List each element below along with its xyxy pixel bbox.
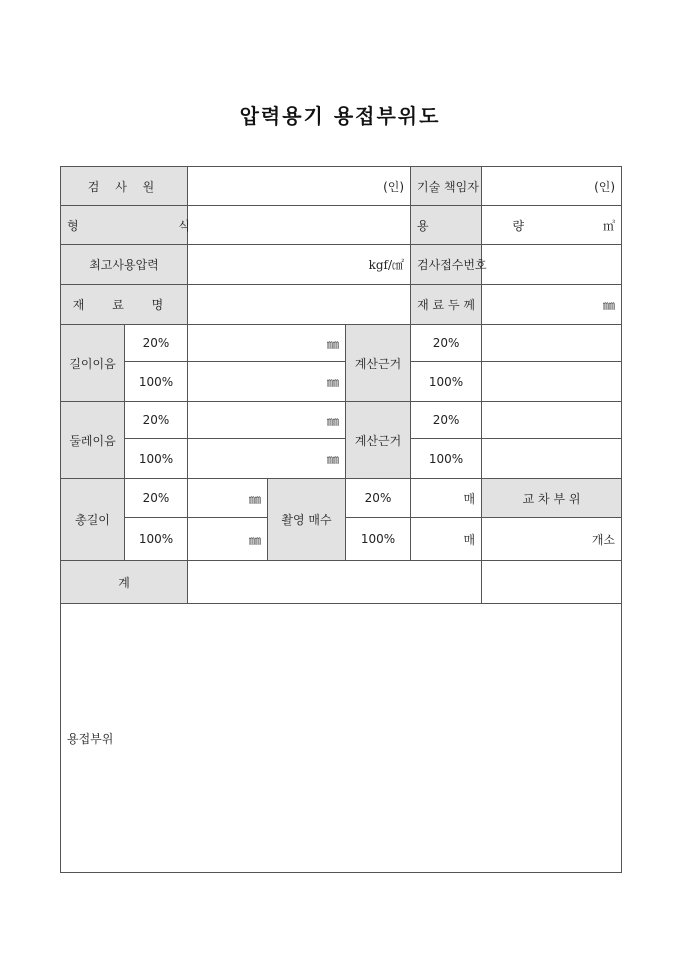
max-pressure-label: 최고사용압력: [61, 245, 188, 285]
long-joint-label: 길이이음: [61, 325, 125, 402]
row-inspector: [61, 167, 622, 206]
shots-20-field[interactable]: [411, 479, 482, 518]
row-material: [61, 285, 622, 325]
inspector-label: 검 사 원: [61, 167, 188, 206]
capacity-unit: ㎥: [603, 218, 616, 233]
row-long-joint-100: [61, 362, 622, 402]
shots-100-unit: 매: [463, 532, 476, 547]
row-circ-joint-100: [61, 439, 622, 479]
thickness-unit: ㎜: [603, 298, 616, 312]
material-field[interactable]: [188, 285, 411, 325]
circ-joint-100-field[interactable]: [188, 439, 346, 479]
circ-joint-calc-p100: 100%: [411, 439, 482, 479]
long-joint-calc-p20: 20%: [411, 325, 482, 362]
long-joint-100-field[interactable]: [188, 362, 346, 402]
circ-joint-calc-label: 계산근거: [346, 402, 411, 479]
circ-joint-calc-100-field[interactable]: [482, 439, 622, 479]
max-pressure-unit: kgf/㎠: [368, 258, 405, 272]
receipt-no-field[interactable]: [482, 245, 622, 285]
total-length-20-field[interactable]: [188, 479, 268, 518]
inspector-field[interactable]: [188, 167, 411, 206]
long-joint-calc-label: 계산근거: [346, 325, 411, 402]
row-total-length-20: [61, 479, 622, 518]
welding-area-field[interactable]: [61, 604, 622, 873]
shots-20-unit: 매: [463, 491, 476, 506]
thickness-label: 재 료 두 께: [411, 285, 482, 325]
capacity-label: 용 량: [411, 206, 482, 245]
total-length-100-unit: ㎜: [248, 532, 261, 547]
long-joint-calc-20-field[interactable]: [482, 325, 622, 362]
long-joint-20-field[interactable]: [188, 325, 346, 362]
receipt-no-label: 검사접수번호: [411, 245, 482, 285]
shots-p100: 100%: [346, 518, 411, 561]
cross-section-unit: 개소: [591, 532, 616, 547]
cross-section-field[interactable]: [482, 518, 622, 561]
total-length-label: 총길이: [61, 479, 125, 561]
circ-joint-label: 둘레이음: [61, 402, 125, 479]
thickness-field[interactable]: [482, 285, 622, 325]
long-joint-calc-100-field[interactable]: [482, 362, 622, 402]
circ-joint-p20: 20%: [125, 402, 188, 439]
row-sum: [61, 561, 622, 604]
total-length-100-field[interactable]: [188, 518, 268, 561]
long-joint-p100: 100%: [125, 362, 188, 402]
document-title: 압력용기 용접부위도: [239, 104, 441, 128]
tech-manager-seal: (인): [594, 179, 616, 194]
long-joint-p20: 20%: [125, 325, 188, 362]
circ-joint-20-field[interactable]: [188, 402, 346, 439]
total-length-20-unit: ㎜: [248, 491, 261, 506]
row-long-joint-20: [61, 325, 622, 362]
circ-joint-100-unit: ㎜: [326, 452, 339, 466]
total-length-p20: 20%: [125, 479, 188, 518]
circ-joint-20-unit: ㎜: [326, 413, 339, 428]
row-type: [61, 206, 622, 245]
inspection-form-table: [60, 166, 622, 873]
circ-joint-calc-p20: 20%: [411, 402, 482, 439]
shots-100-field[interactable]: [411, 518, 482, 561]
sum-label: 계: [61, 561, 188, 604]
total-length-p100: 100%: [125, 518, 188, 561]
welding-area-label: 용접부위: [67, 731, 114, 746]
row-circ-joint-20: [61, 402, 622, 439]
long-joint-20-unit: ㎜: [326, 336, 339, 351]
long-joint-calc-p100: 100%: [411, 362, 482, 402]
long-joint-100-unit: ㎜: [326, 375, 339, 389]
shots-label: 촬영 매수: [268, 479, 346, 561]
shots-p20: 20%: [346, 479, 411, 518]
sum-field[interactable]: [188, 561, 482, 604]
cross-section-label: 교 차 부 위: [482, 479, 622, 518]
circ-joint-calc-20-field[interactable]: [482, 402, 622, 439]
circ-joint-p100: 100%: [125, 439, 188, 479]
material-label: 재 료 명: [61, 285, 188, 325]
tech-manager-field[interactable]: [482, 167, 622, 206]
type-label: 형 식: [61, 206, 188, 245]
tech-manager-label: 기술 책임자: [411, 167, 482, 206]
inspector-seal: (인): [383, 179, 405, 194]
max-pressure-field[interactable]: [188, 245, 411, 285]
sum-extra-field[interactable]: [482, 561, 622, 604]
row-welding-area: [61, 604, 622, 873]
row-max-pressure: [61, 245, 622, 285]
